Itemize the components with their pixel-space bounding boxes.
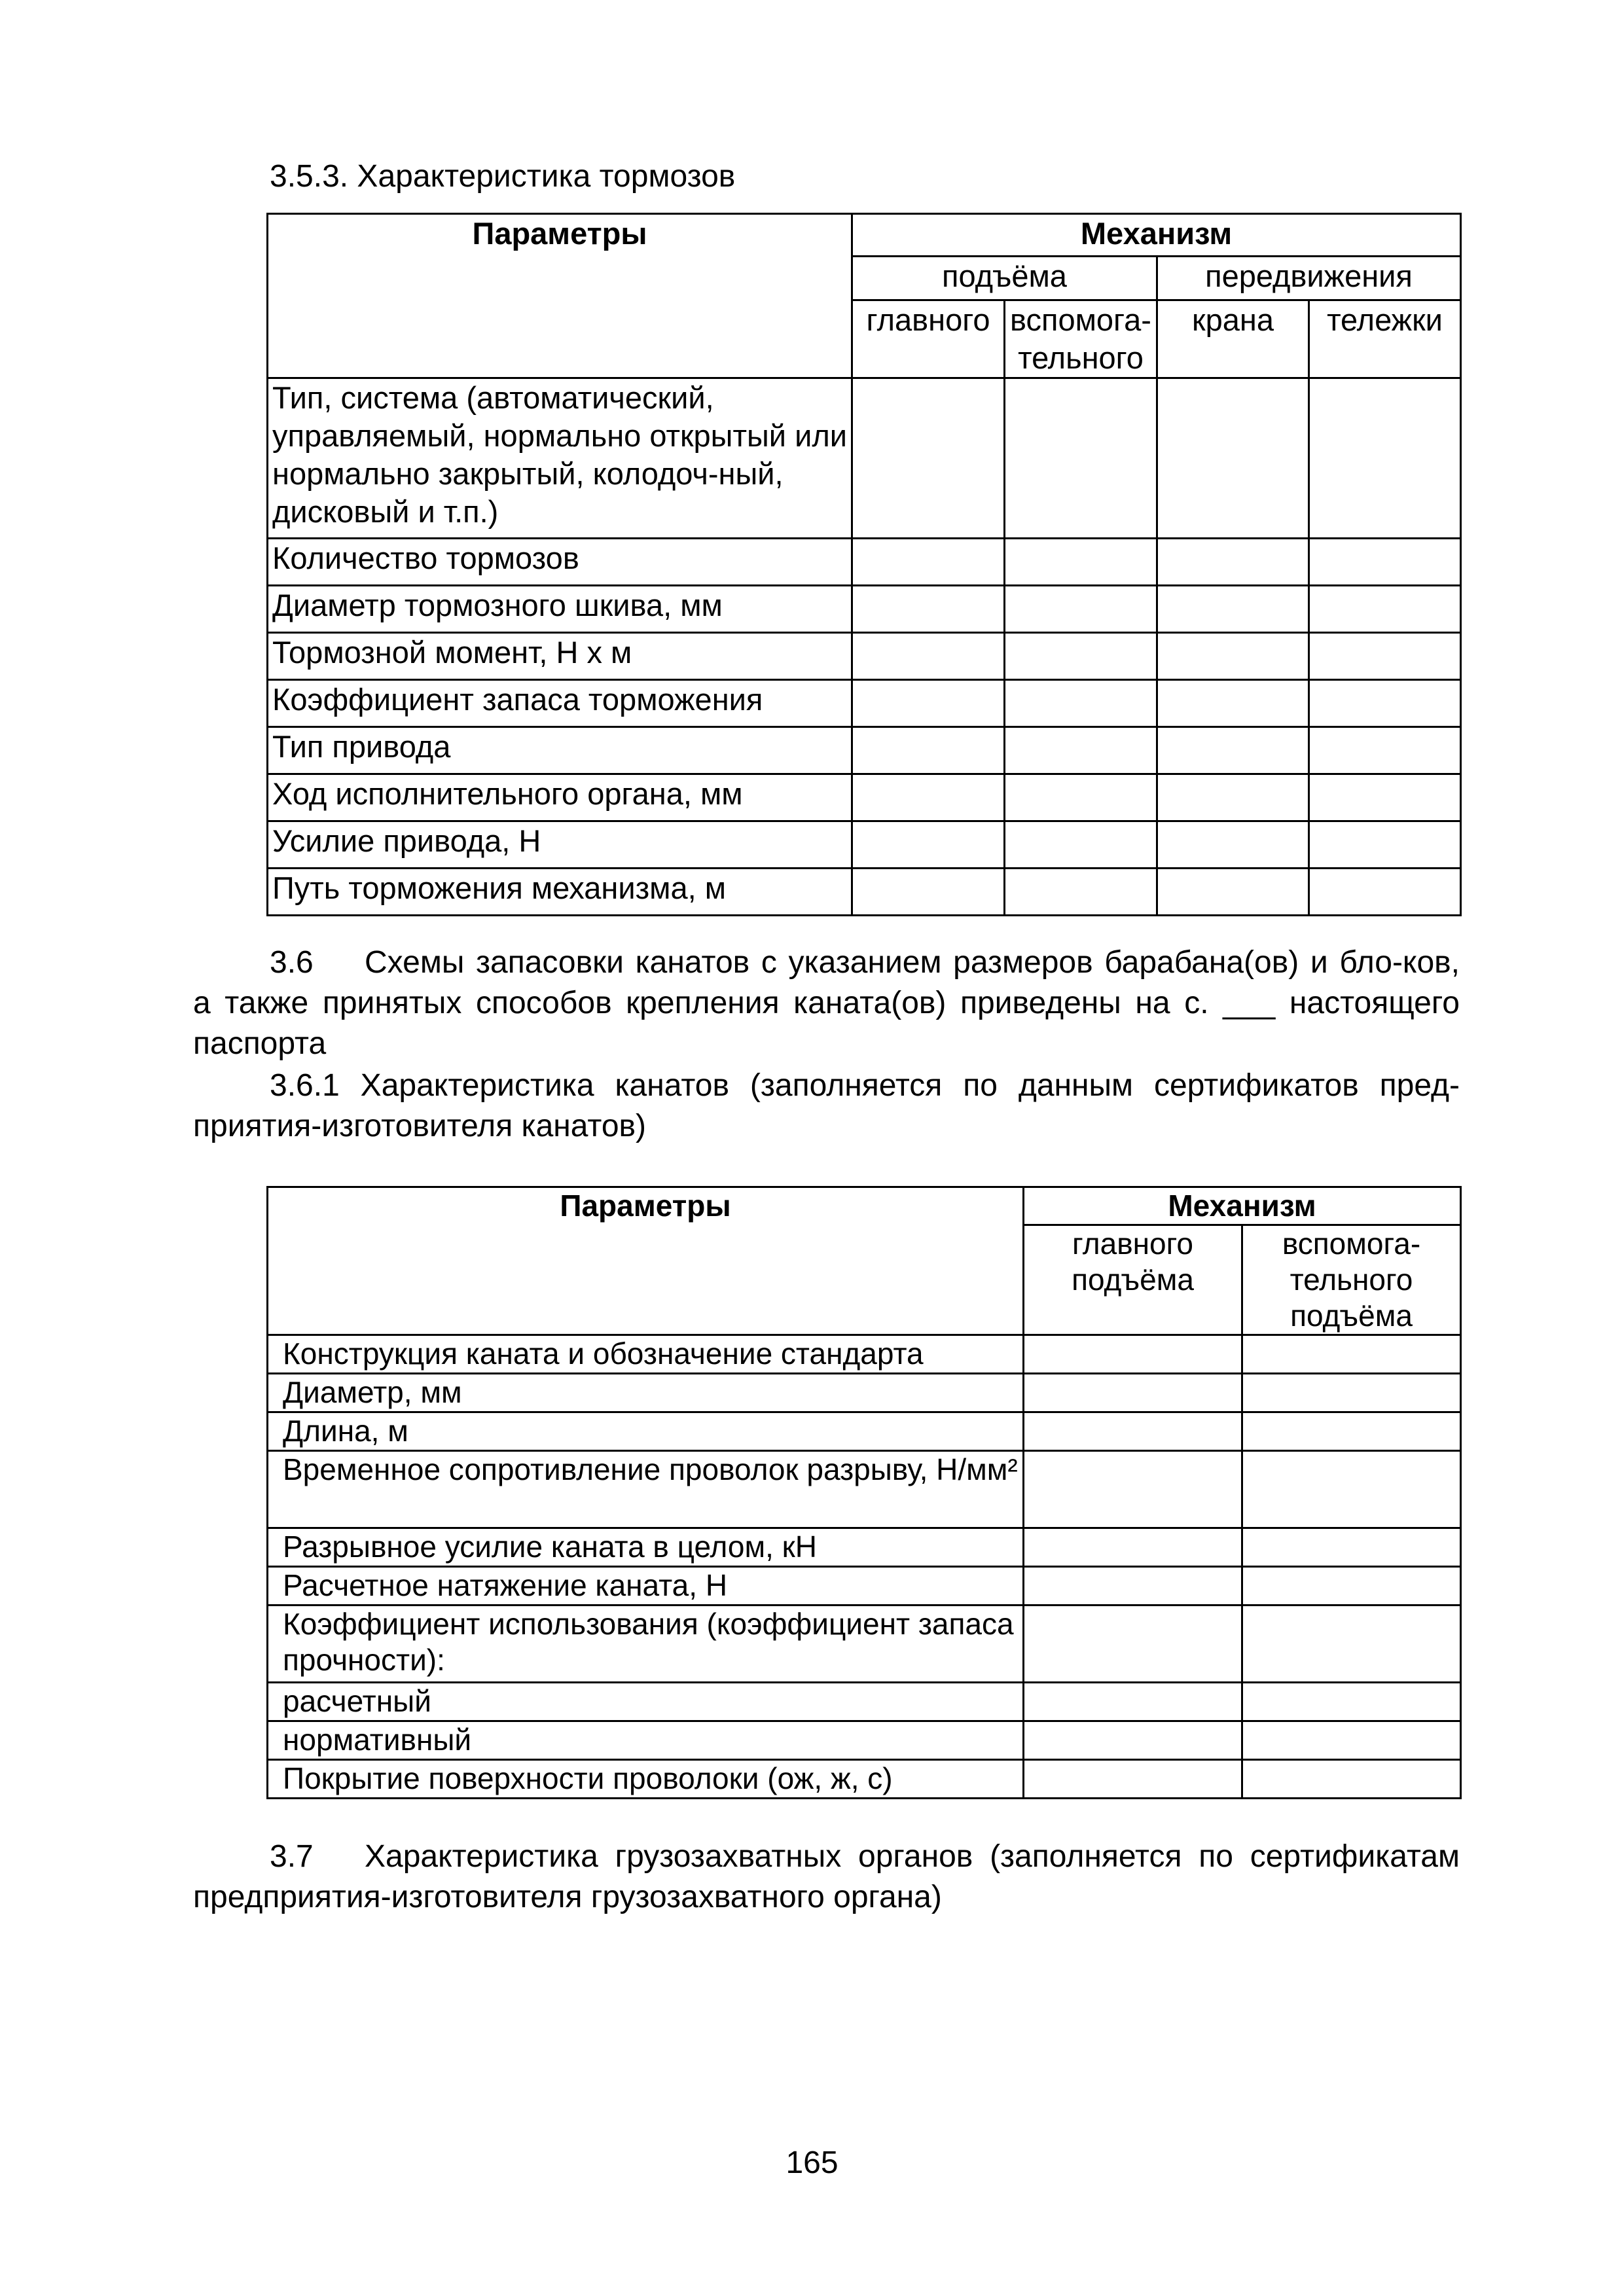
value-cell bbox=[1005, 869, 1157, 916]
row-label: Коэффициент запаса торможения bbox=[268, 680, 852, 727]
value-cell bbox=[1242, 1567, 1461, 1605]
row-label: Конструкция каната и обозначение стандарта bbox=[268, 1335, 1024, 1374]
table-row bbox=[268, 633, 1461, 680]
table-row bbox=[268, 1567, 1461, 1605]
row-label: Длина, м bbox=[268, 1412, 1024, 1451]
value-cell bbox=[1005, 727, 1157, 774]
sub-trolley-header: тележки bbox=[1309, 300, 1461, 378]
row-label: Коэффициент использования (коэффициент запаса прочности): bbox=[268, 1605, 1024, 1683]
value-cell bbox=[852, 539, 1005, 586]
value-cell bbox=[1309, 680, 1461, 727]
table-row bbox=[268, 1335, 1461, 1374]
value-cell bbox=[1024, 1374, 1242, 1412]
paragraph-3-7 bbox=[193, 1837, 1460, 1918]
page-number: 165 bbox=[785, 2145, 839, 2180]
value-cell bbox=[852, 869, 1005, 916]
value-cell bbox=[1157, 680, 1309, 727]
value-cell bbox=[1157, 869, 1309, 916]
row-label: Количество тормозов bbox=[268, 539, 852, 586]
table-header-row bbox=[268, 214, 1461, 257]
sub-aux-header: вспомога-тельного bbox=[1005, 300, 1157, 378]
table-row bbox=[268, 727, 1461, 774]
table-header-row bbox=[268, 1187, 1461, 1225]
mechanism-header: Механизм bbox=[1024, 1187, 1461, 1225]
sub-main-header: главного подъёма bbox=[1024, 1225, 1242, 1335]
value-cell bbox=[1024, 1451, 1242, 1528]
value-cell bbox=[1024, 1528, 1242, 1567]
sub-main-header: главного bbox=[852, 300, 1005, 378]
value-cell bbox=[1309, 633, 1461, 680]
params-header: Параметры bbox=[268, 214, 852, 378]
mechanism-header: Механизм bbox=[852, 214, 1461, 257]
value-cell bbox=[1005, 633, 1157, 680]
value-cell bbox=[1157, 774, 1309, 821]
paragraph-text: 3.6.1 Характеристика канатов (заполняется по данным сертификатов пред-приятия-изготовителя канатов) bbox=[193, 1068, 1460, 1143]
value-cell bbox=[1242, 1721, 1461, 1760]
table-row bbox=[268, 774, 1461, 821]
value-cell bbox=[1157, 586, 1309, 633]
value-cell bbox=[1242, 1528, 1461, 1567]
row-label: Расчетное натяжение каната, Н bbox=[268, 1567, 1024, 1605]
sub-crane-header: крана bbox=[1157, 300, 1309, 378]
value-cell bbox=[1309, 586, 1461, 633]
value-cell bbox=[1157, 821, 1309, 869]
group-lift-header: подъёма bbox=[852, 257, 1157, 300]
row-label: Покрытие поверхности проволоки (ож, ж, с) bbox=[268, 1760, 1024, 1799]
ropes-table bbox=[266, 1186, 1462, 1799]
row-label: Тип привода bbox=[268, 727, 852, 774]
value-cell bbox=[1309, 539, 1461, 586]
table-row bbox=[268, 1605, 1461, 1683]
table-row bbox=[268, 1451, 1461, 1528]
value-cell bbox=[1309, 869, 1461, 916]
table-row bbox=[268, 1760, 1461, 1799]
value-cell bbox=[1157, 727, 1309, 774]
brakes-table bbox=[266, 213, 1462, 916]
value-cell bbox=[852, 774, 1005, 821]
value-cell bbox=[1024, 1335, 1242, 1374]
row-label: Путь торможения механизма, м bbox=[268, 869, 852, 916]
value-cell bbox=[1157, 539, 1309, 586]
value-cell bbox=[1242, 1451, 1461, 1528]
value-cell bbox=[1005, 586, 1157, 633]
table-row bbox=[268, 869, 1461, 916]
row-label: Диаметр тормозного шкива, мм bbox=[268, 586, 852, 633]
row-label: Временное сопротивление проволок разрыву, Н/мм² bbox=[268, 1451, 1024, 1528]
value-cell bbox=[1005, 774, 1157, 821]
table-row bbox=[268, 539, 1461, 586]
value-cell bbox=[1309, 378, 1461, 539]
value-cell bbox=[1024, 1567, 1242, 1605]
value-cell bbox=[1309, 727, 1461, 774]
table-row bbox=[268, 1412, 1461, 1451]
value-cell bbox=[1005, 378, 1157, 539]
value-cell bbox=[1005, 680, 1157, 727]
row-label: Разрывное усилие каната в целом, кН bbox=[268, 1528, 1024, 1567]
value-cell bbox=[1024, 1760, 1242, 1799]
table-row bbox=[268, 1683, 1461, 1721]
value-cell bbox=[1242, 1683, 1461, 1721]
value-cell bbox=[852, 680, 1005, 727]
value-cell bbox=[1157, 633, 1309, 680]
table-row bbox=[268, 1721, 1461, 1760]
value-cell bbox=[1242, 1605, 1461, 1683]
paragraph-text: Схемы запасовки канатов с указанием размеров барабана(ов) и бло-ков, а также принятых способов крепления каната(ов) приведены на с. ___ настоящего паспорта bbox=[193, 945, 1460, 1061]
row-label: Тормозной момент, Н х м bbox=[268, 633, 852, 680]
value-cell bbox=[1309, 821, 1461, 869]
paragraph-3-6-1 bbox=[193, 1066, 1460, 1147]
value-cell bbox=[852, 378, 1005, 539]
paragraph-number: 3.6 bbox=[270, 945, 314, 980]
params-header: Параметры bbox=[268, 1187, 1024, 1335]
value-cell bbox=[1242, 1335, 1461, 1374]
group-travel-header: передвижения bbox=[1157, 257, 1461, 300]
table-row bbox=[268, 821, 1461, 869]
paragraph-number: 3.7 bbox=[270, 1839, 314, 1874]
value-cell bbox=[852, 821, 1005, 869]
table-row bbox=[268, 378, 1461, 539]
section-title-brakes: 3.5.3. Характеристика тормозов bbox=[270, 159, 736, 194]
row-label: нормативный bbox=[268, 1721, 1024, 1760]
row-label: Ход исполнительного органа, мм bbox=[268, 774, 852, 821]
value-cell bbox=[1005, 821, 1157, 869]
paragraph-3-6 bbox=[193, 942, 1460, 1064]
row-label: Диаметр, мм bbox=[268, 1374, 1024, 1412]
value-cell bbox=[1309, 774, 1461, 821]
row-label: Усилие привода, Н bbox=[268, 821, 852, 869]
value-cell bbox=[1157, 378, 1309, 539]
table-row bbox=[268, 586, 1461, 633]
table-row bbox=[268, 1528, 1461, 1567]
value-cell bbox=[1024, 1683, 1242, 1721]
value-cell bbox=[852, 633, 1005, 680]
row-label: Тип, система (автоматический, управляемый, нормально открытый или нормально закрытый, колодоч-ный, дисковый и т.п.) bbox=[268, 378, 852, 539]
value-cell bbox=[1242, 1760, 1461, 1799]
value-cell bbox=[852, 727, 1005, 774]
value-cell bbox=[1242, 1374, 1461, 1412]
sub-aux-header: вспомога-тельного подъёма bbox=[1242, 1225, 1461, 1335]
table-row bbox=[268, 1374, 1461, 1412]
paragraph-text: Характеристика грузозахватных органов (заполняется по сертификатам предприятия-изготовителя грузозахватного органа) bbox=[193, 1839, 1460, 1914]
row-label: расчетный bbox=[268, 1683, 1024, 1721]
value-cell bbox=[852, 586, 1005, 633]
value-cell bbox=[1024, 1721, 1242, 1760]
value-cell bbox=[1024, 1605, 1242, 1683]
value-cell bbox=[1024, 1412, 1242, 1451]
value-cell bbox=[1242, 1412, 1461, 1451]
value-cell bbox=[1005, 539, 1157, 586]
table-row bbox=[268, 680, 1461, 727]
